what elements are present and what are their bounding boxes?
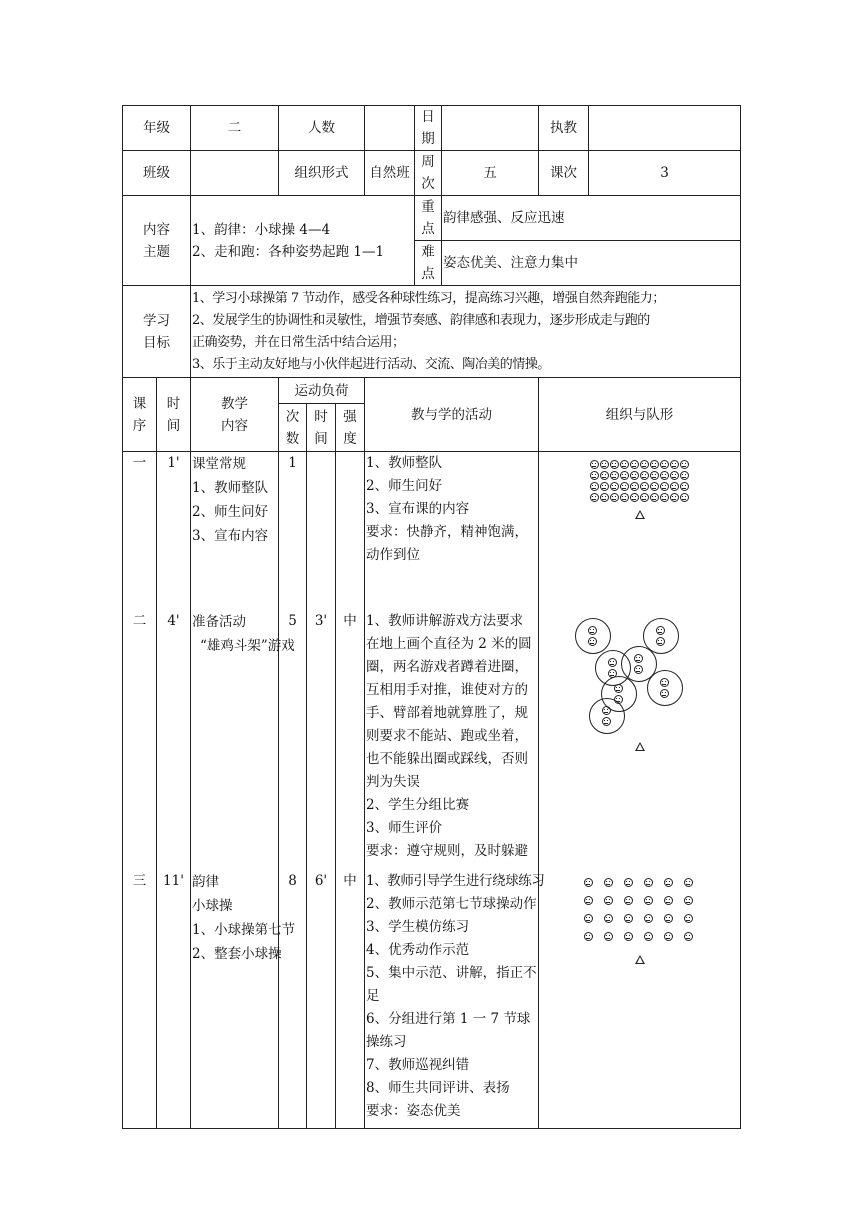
- student-face-icon: [604, 914, 613, 923]
- section-activities: 1、教师讲解游戏方法要求 在地上画个直径为 2 米的圆圈，两名游戏者蹲着进圈，互相用手对推，谁使对方的手、臂部着地就算胜了，规则要求不能站、跑或坐着，也不能躲出圈或踩线，否则判为失误 2、学生分组比赛 3、师生评价 要求：遵守规则，及时躲避: [366, 613, 532, 859]
- student-face-icon: [660, 460, 669, 469]
- student-face-icon: [650, 471, 659, 480]
- section-intensity: 中: [343, 873, 357, 889]
- student-face-icon: [604, 896, 613, 905]
- student-face-icon: [660, 493, 669, 502]
- date-label: 日期: [415, 106, 442, 151]
- section-count-cell: [279, 452, 307, 1129]
- student-face-icon: [644, 932, 653, 941]
- section-formation-cell: [539, 452, 741, 1129]
- section-duration: 3': [314, 613, 328, 629]
- goal-line: 3、乐于主动友好地与小伙伴起进行活动、交流、陶冶美的情操。: [192, 356, 550, 372]
- count-value: [365, 106, 415, 151]
- student-face-icon: [630, 471, 639, 480]
- section-count: 8: [288, 873, 297, 889]
- student-face-icon: [600, 482, 609, 491]
- student-face-icon: [644, 914, 653, 923]
- student-face-icon: [660, 689, 669, 698]
- content-theme-label: 内容 主题: [123, 196, 191, 286]
- student-face-icon: [656, 637, 665, 646]
- student-face-icon: [588, 637, 597, 646]
- section-activities: 1、教师引导学生进行绕球练习 2、教师示范第七节球操动作 3、学生模仿练习 4、优秀动作示范 5、集中示范、讲解，指正不足 6、分组进行第 1 一 7 节球操练习 7、教师巡视纠错 8、师生共同评讲、表扬 要求：姿态优美: [366, 873, 545, 1119]
- section-content: 准备活动 “雄鸡斗架”游戏: [192, 614, 295, 654]
- student-face-icon: [600, 493, 609, 502]
- lesson-label: 课次: [539, 151, 589, 196]
- student-grid: [540, 870, 739, 941]
- student-face-icon: [602, 706, 611, 715]
- content-item: 1、韵律：小球操 4—4: [192, 221, 331, 238]
- student-face-icon: [670, 493, 679, 502]
- key-point-label: 重点: [415, 196, 442, 241]
- section-content-cell: [191, 452, 296, 1129]
- org-value: 自然班: [365, 151, 415, 196]
- game-circle: [647, 670, 683, 706]
- student-face-icon: [670, 482, 679, 491]
- section-time: 11': [163, 873, 184, 889]
- student-face-icon: [664, 896, 673, 905]
- learning-goals-label: 学习 目标: [123, 286, 191, 378]
- student-face-icon: [590, 471, 599, 480]
- student-face-icon: [680, 482, 689, 491]
- student-face-icon: [604, 932, 613, 941]
- learning-goals-text: [191, 286, 741, 378]
- col-activity-header: 教与学的活动: [365, 378, 539, 452]
- section-intensity-cell: [336, 452, 365, 1129]
- section-seq: 三: [132, 873, 147, 889]
- student-face-icon: [660, 471, 669, 480]
- col-count-header: 次 数: [279, 404, 307, 452]
- student-face-icon: [684, 878, 693, 887]
- section-time-cell: [157, 452, 191, 1129]
- section-seq: 一: [132, 455, 147, 471]
- student-grid: [540, 452, 739, 502]
- week-value: 五: [442, 151, 539, 196]
- date-value: [442, 106, 539, 151]
- section-duration: [308, 452, 334, 610]
- student-face-icon: [634, 665, 643, 674]
- student-face-icon: [590, 482, 599, 491]
- student-face-icon: [624, 932, 633, 941]
- teacher-label: 执教: [539, 106, 589, 151]
- student-face-icon: [680, 471, 689, 480]
- col-duration-header: 时 间: [307, 404, 336, 452]
- goal-line: 正确姿势，并在日常生活中结合运用；: [192, 334, 405, 350]
- section-activities: 1、教师整队 2、师生问好 3、宣布课的内容 要求：快静齐，精神饱满，动作到位: [366, 455, 528, 563]
- student-face-icon: [610, 482, 619, 491]
- section-intensity: 中: [343, 613, 357, 629]
- section-duration-cell: [307, 452, 336, 1129]
- section-activity-cell: [365, 452, 545, 1129]
- key-point-value: 韵律感强、反应迅速: [442, 196, 741, 241]
- teacher-triangle-icon: [635, 742, 645, 751]
- student-face-icon: [630, 482, 639, 491]
- student-face-icon: [656, 626, 665, 635]
- section-time: 4': [167, 613, 180, 629]
- section-time: 1': [167, 455, 180, 471]
- student-face-icon: [610, 493, 619, 502]
- student-face-icon: [664, 914, 673, 923]
- col-seq-header: 课 序: [123, 378, 157, 452]
- class-value: [191, 151, 279, 196]
- goal-line: 2、发展学生的协调性和灵敏性，增强节奏感、韵律感和表现力，逐步形成走与跑的: [192, 312, 650, 328]
- col-intensity-header: 强 度: [336, 404, 365, 452]
- col-content-header: 教学 内容: [191, 378, 279, 452]
- section-seq: 二: [132, 613, 147, 629]
- student-face-icon: [640, 482, 649, 491]
- student-face-icon: [664, 878, 673, 887]
- student-face-icon: [630, 493, 639, 502]
- student-face-icon: [624, 878, 633, 887]
- count-label: 人数: [279, 106, 365, 151]
- teacher-triangle-icon: [635, 510, 645, 519]
- student-face-icon: [620, 482, 629, 491]
- game-circle: [589, 698, 625, 734]
- student-face-icon: [584, 896, 593, 905]
- student-face-icon: [604, 878, 613, 887]
- student-face-icon: [680, 460, 689, 469]
- circle-group: [565, 610, 715, 740]
- student-face-icon: [684, 896, 693, 905]
- student-face-icon: [670, 471, 679, 480]
- lesson-value: 3: [589, 151, 741, 196]
- student-face-icon: [600, 471, 609, 480]
- col-load-header: 运动负荷: [279, 378, 365, 404]
- formation-diagram-1: [540, 452, 739, 610]
- student-face-icon: [684, 932, 693, 941]
- student-face-icon: [670, 460, 679, 469]
- student-face-icon: [684, 914, 693, 923]
- section-content: 韵律 小球操 1、小球操第七节 2、整套小球操: [192, 874, 296, 962]
- class-label: 班级: [123, 151, 191, 196]
- student-face-icon: [588, 626, 597, 635]
- student-face-icon: [600, 460, 609, 469]
- section-duration: 6': [314, 873, 328, 889]
- goal-line: 1、学习小球操第 7 节动作，感受各种球性练习，提高练习兴趣，增强自然奔跑能力；: [192, 290, 665, 306]
- student-face-icon: [584, 878, 593, 887]
- student-face-icon: [680, 493, 689, 502]
- section-count: 1: [288, 455, 297, 471]
- student-face-icon: [634, 654, 643, 663]
- student-face-icon: [640, 460, 649, 469]
- student-face-icon: [614, 684, 623, 693]
- org-label: 组织形式: [279, 151, 365, 196]
- student-face-icon: [640, 471, 649, 480]
- teacher-value: [589, 106, 741, 151]
- section-content: 课堂常规 1、教师整队 2、师生问好 3、宣布内容: [192, 456, 269, 544]
- col-time-header: 时 间: [157, 378, 191, 452]
- difficulty-label: 难点: [415, 241, 442, 286]
- section-intensity: [337, 452, 363, 610]
- formation-diagram-3: [540, 870, 739, 964]
- student-face-icon: [650, 493, 659, 502]
- student-face-icon: [624, 914, 633, 923]
- student-face-icon: [590, 493, 599, 502]
- lesson-plan-table: [122, 105, 741, 1129]
- col-formation-header: 组织与队形: [539, 378, 741, 452]
- formation-diagram-2: [540, 610, 739, 870]
- student-face-icon: [660, 678, 669, 687]
- student-face-icon: [630, 460, 639, 469]
- student-face-icon: [640, 493, 649, 502]
- grade-label: 年级: [123, 106, 191, 151]
- student-face-icon: [650, 460, 659, 469]
- student-face-icon: [644, 896, 653, 905]
- student-face-icon: [620, 471, 629, 480]
- student-face-icon: [602, 717, 611, 726]
- game-circle: [575, 618, 611, 654]
- student-face-icon: [610, 460, 619, 469]
- student-face-icon: [620, 493, 629, 502]
- section-seq-cell: [123, 452, 157, 1129]
- student-face-icon: [584, 914, 593, 923]
- student-face-icon: [650, 482, 659, 491]
- student-face-icon: [644, 878, 653, 887]
- difficulty-value: 姿态优美、注意力集中: [442, 241, 741, 286]
- student-face-icon: [584, 932, 593, 941]
- student-face-icon: [624, 896, 633, 905]
- grade-value: 二: [191, 106, 279, 151]
- student-face-icon: [590, 460, 599, 469]
- student-face-icon: [620, 460, 629, 469]
- student-face-icon: [664, 932, 673, 941]
- content-item: 2、走和跑：各种姿势起跑 1—1: [192, 243, 385, 260]
- section-count: 5: [288, 613, 297, 629]
- student-face-icon: [660, 482, 669, 491]
- content-theme-items: [191, 196, 415, 286]
- student-face-icon: [608, 658, 617, 667]
- teacher-triangle-icon: [635, 955, 645, 964]
- student-face-icon: [610, 471, 619, 480]
- week-label: 周次: [415, 151, 442, 196]
